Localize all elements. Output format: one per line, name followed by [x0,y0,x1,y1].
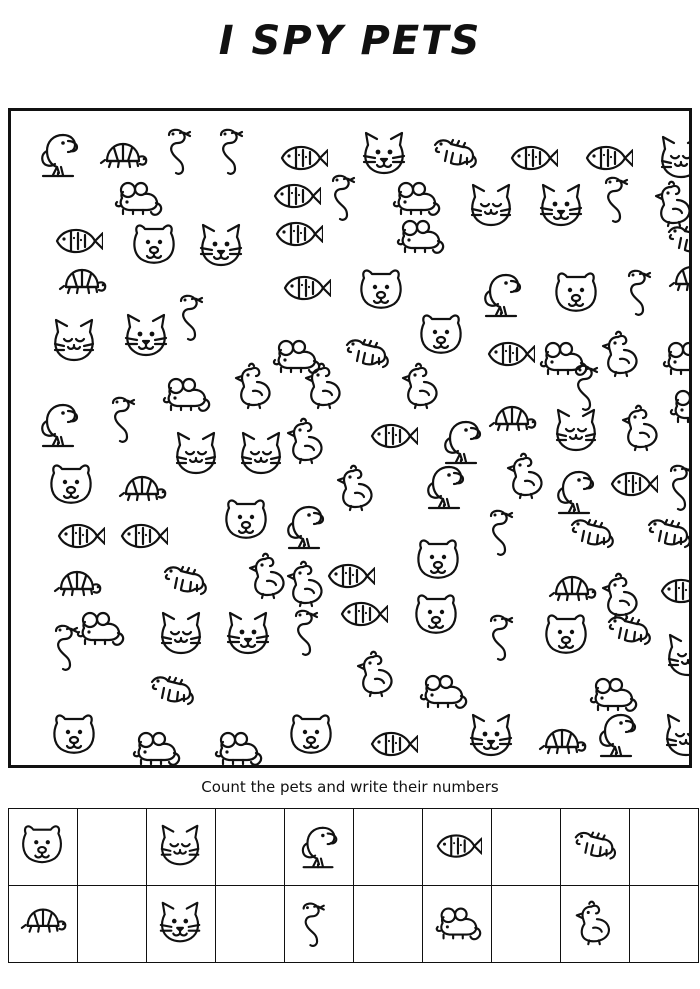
puzzle-item-snake [171,291,223,343]
puzzle-item-turtle [56,259,108,311]
mouse-icon [423,886,492,963]
count-input-turtle[interactable] [78,886,147,963]
puzzle-item-bird [396,361,448,413]
puzzle-item-dog [413,536,465,588]
puzzle-item-dog [221,496,273,548]
puzzle-item-snake [481,506,533,558]
bird-icon [561,886,630,963]
puzzle-item-fish [279,263,331,315]
puzzle-item-parrot [33,399,85,451]
cat-face-icon [147,886,216,963]
count-input-mouse[interactable] [492,886,561,963]
puzzle-item-cat-smiling [49,316,101,368]
puzzle-item-bird [331,463,383,515]
puzzle-item-mouse [129,723,181,768]
puzzle-item-turtle [666,256,692,308]
puzzle-item-mouse [393,211,445,263]
puzzle-item-dog [551,269,603,321]
puzzle-item-fish [656,566,692,618]
puzzle-item-mouse [211,723,263,768]
puzzle-item-snake [661,461,692,513]
dog-icon [9,809,78,886]
puzzle-item-bird [299,361,351,413]
puzzle-item-dog [286,711,338,763]
puzzle-item-dog [541,611,593,663]
puzzle-item-snake [481,611,533,663]
puzzle-items-layer [11,111,689,765]
parrot-icon [285,809,354,886]
count-input-parrot[interactable] [354,809,423,886]
puzzle-item-mouse [159,369,211,421]
puzzle-item-dog [356,266,408,318]
puzzle-grid [8,108,692,768]
puzzle-item-cat-face [196,221,248,273]
puzzle-item-cat-smiling [656,133,692,185]
puzzle-item-turtle [486,396,538,448]
puzzle-item-mouse [416,666,468,718]
puzzle-item-cat-face [223,609,275,661]
puzzle-item-bird [351,649,403,701]
puzzle-item-cat-face [536,181,588,233]
puzzle-item-snake [619,266,671,318]
puzzle-item-parrot [476,269,528,321]
puzzle-item-cat-face [466,711,518,763]
puzzle-item-dog [46,461,98,513]
puzzle-item-snake [323,171,375,223]
puzzle-item-fish [606,459,658,511]
page-title: I SPY PETS [218,18,482,64]
count-input-cat-smiling[interactable] [216,809,285,886]
puzzle-item-dog [129,221,181,273]
puzzle-item-cat-face [121,311,173,363]
puzzle-item-cat-smiling [171,429,223,481]
count-input-snake[interactable] [354,886,423,963]
puzzle-item-iguana [603,606,655,658]
puzzle-item-mouse [659,333,692,385]
puzzle-item-snake [159,125,211,177]
puzzle-item-parrot [591,709,643,761]
puzzle-item-fish [53,511,105,563]
puzzle-item-fish [366,411,418,463]
puzzle-item-dog [416,311,468,363]
puzzle-item-mouse [666,381,692,433]
count-input-bird[interactable] [630,886,699,963]
puzzle-item-fish [506,133,558,185]
puzzle-item-iguana [159,556,211,608]
turtle-icon [9,886,78,963]
iguana-icon [561,809,630,886]
snake-icon [285,886,354,963]
puzzle-item-cat-smiling [661,711,692,763]
puzzle-item-bird [281,416,333,468]
puzzle-item-mouse [111,173,163,225]
puzzle-item-parrot [419,461,471,513]
count-input-iguana[interactable] [630,809,699,886]
puzzle-item-bird [501,451,553,503]
puzzle-item-fish [366,719,418,768]
puzzle-item-fish [483,329,535,381]
puzzle-item-cat-smiling [551,406,603,458]
puzzle-item-fish [336,589,388,641]
count-input-dog[interactable] [78,809,147,886]
puzzle-item-iguana [643,509,692,561]
puzzle-item-cat-smiling [236,429,288,481]
puzzle-item-dog [49,711,101,763]
count-input-fish[interactable] [492,809,561,886]
puzzle-item-bird [229,361,281,413]
puzzle-item-snake [596,173,648,225]
puzzle-item-parrot [33,129,85,181]
fish-icon [423,809,492,886]
puzzle-item-iguana [146,666,198,718]
instruction-text: Count the pets and write their numbers [201,778,499,796]
puzzle-item-dog [411,591,463,643]
count-input-cat-face[interactable] [216,886,285,963]
worksheet-page [0,18,700,989]
table-row [9,809,699,886]
puzzle-item-snake [211,125,263,177]
cat-smiling-icon [147,809,216,886]
puzzle-item-fish [271,209,323,261]
puzzle-item-parrot [279,501,331,553]
puzzle-item-turtle [536,719,588,768]
puzzle-item-snake [286,606,338,658]
puzzle-item-cat-smiling [466,181,518,233]
puzzle-item-snake [46,621,98,673]
count-table [8,808,699,963]
puzzle-item-iguana [566,509,618,561]
puzzle-item-snake [103,393,155,445]
puzzle-item-cat-smiling [156,609,208,661]
puzzle-item-cat-smiling [663,631,692,683]
table-row [9,886,699,963]
puzzle-item-bird [616,403,668,455]
